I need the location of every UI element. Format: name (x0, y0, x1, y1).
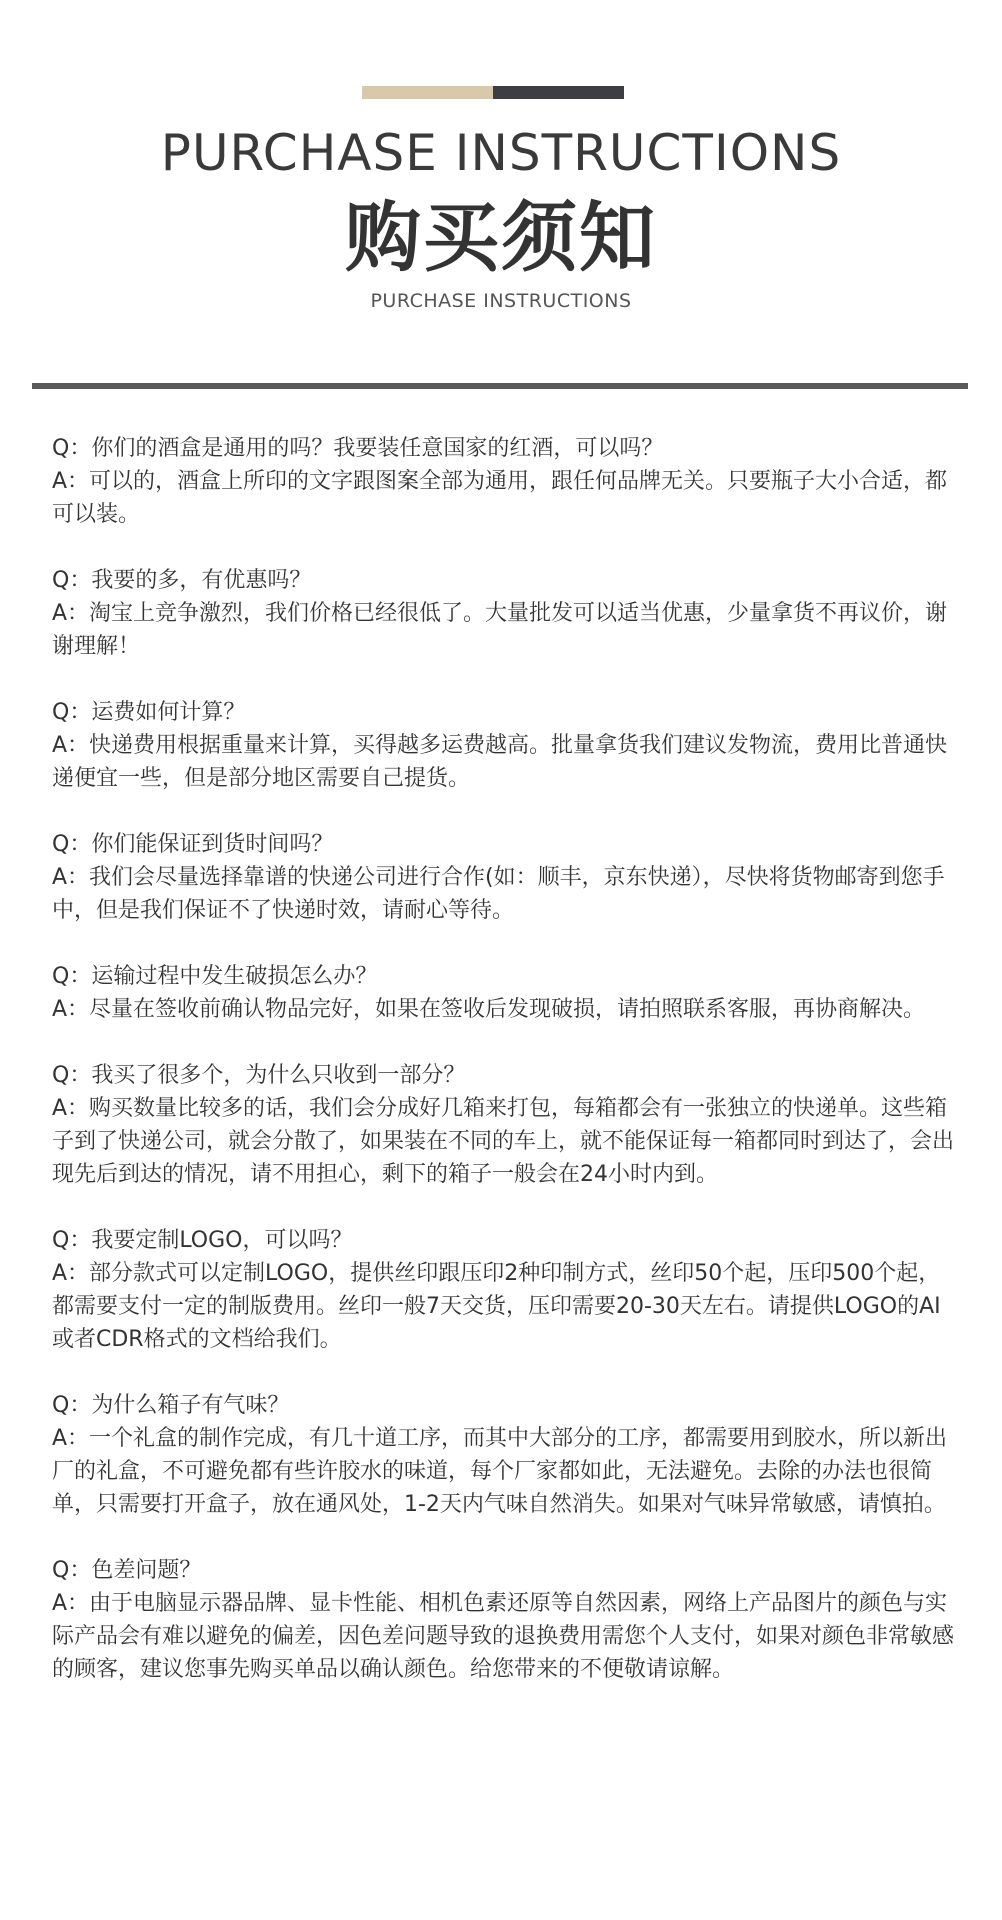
faq-answer: A：可以的，酒盒上所印的文字跟图案全部为通用，跟任何品牌无关。只要瓶子大小合适，都可以装。 (52, 469, 948, 527)
faq-item (52, 432, 962, 531)
faq-item (52, 1554, 962, 1686)
page-title-cn: 购买须知 (345, 193, 657, 282)
top-bar-dark-segment (493, 86, 624, 99)
faq-item (52, 960, 962, 1026)
faq-question: Q：你们能保证到货时间吗？ (52, 832, 334, 857)
faq-item (52, 1059, 962, 1191)
faq-answer: A：由于电脑显示器品牌、显卡性能、相机色素还原等自然因素，网络上产品图片的颜色与实际产品会有难以避免的偏差，因色差问题导致的退换费用需您个人支付，如果对颜色非常敏感的顾客，建议您事先购买单品以确认颜色。给您带来的不便敬请谅解。 (52, 1591, 955, 1682)
faq-question: Q：我要的多，有优惠吗？ (52, 568, 312, 593)
faq-item (52, 1389, 962, 1521)
page-subtitle-en: PURCHASE INSTRUCTIONS (370, 290, 632, 312)
faq-question: Q：你们的酒盒是通用的吗？我要装任意国家的红酒，可以吗？ (52, 436, 664, 461)
faq-list (52, 432, 962, 1719)
page-title-en: PURCHASE INSTRUCTIONS (160, 124, 842, 182)
faq-answer: A：快递费用根据重量来计算，买得越多运费越高。批量拿货我们建议发物流，费用比普通快递便宜一些，但是部分地区需要自己提货。 (52, 733, 948, 791)
faq-answer: A：购买数量比较多的话，我们会分成好几箱来打包，每箱都会有一张独立的快递单。这些箱子到了快递公司，就会分散了，如果装在不同的车上，就不能保证每一箱都同时到达了，会出现先后到达的情况，请不用担心，剩下的箱子一般会在24小时内到。 (52, 1096, 955, 1187)
faq-answer: A：我们会尽量选择靠谱的快递公司进行合作(如：顺丰，京东快递），尽快将货物邮寄到您手中，但是我们保证不了快递时效，请耐心等待。 (52, 865, 945, 923)
faq-question: Q：为什么箱子有气味？ (52, 1393, 290, 1418)
faq-answer: A：淘宝上竞争激烈，我们价格已经很低了。大量批发可以适当优惠，少量拿货不再议价，谢谢理解！ (52, 601, 948, 659)
top-bar-tan-segment (362, 86, 493, 99)
faq-item (52, 1224, 962, 1356)
faq-answer: A：部分款式可以定制LOGO，提供丝印跟压印2种印制方式，丝印50个起，压印500个起，都需要支付一定的制版费用。丝印一般7天交货，压印需要20-30天左右。请提供LOGO的AI或者CDR格式的文档给我们。 (52, 1261, 941, 1352)
faq-question: Q：色差问题？ (52, 1558, 202, 1583)
faq-question: Q：我买了很多个，为什么只收到一部分？ (52, 1063, 466, 1088)
faq-item (52, 564, 962, 663)
faq-answer: A：一个礼盒的制作完成，有几十道工序，而其中大部分的工序，都需要用到胶水，所以新出厂的礼盒，不可避免都有些许胶水的味道，每个厂家都如此，无法避免。去除的办法也很简单，只需要打开盒子，放在通风处，1-2天内气味自然消失。如果对气味异常敏感，请慎拍。 (52, 1426, 948, 1517)
decorative-top-bar (362, 86, 624, 99)
faq-answer: A：尽量在签收前确认物品完好，如果在签收后发现破损，请拍照联系客服，再协商解决。 (52, 997, 926, 1022)
faq-question: Q：运费如何计算？ (52, 700, 246, 725)
faq-question: Q：我要定制LOGO，可以吗？ (52, 1228, 353, 1253)
section-divider (32, 383, 968, 389)
faq-item (52, 828, 962, 927)
faq-item (52, 696, 962, 795)
faq-question: Q：运输过程中发生破损怎么办？ (52, 964, 378, 989)
